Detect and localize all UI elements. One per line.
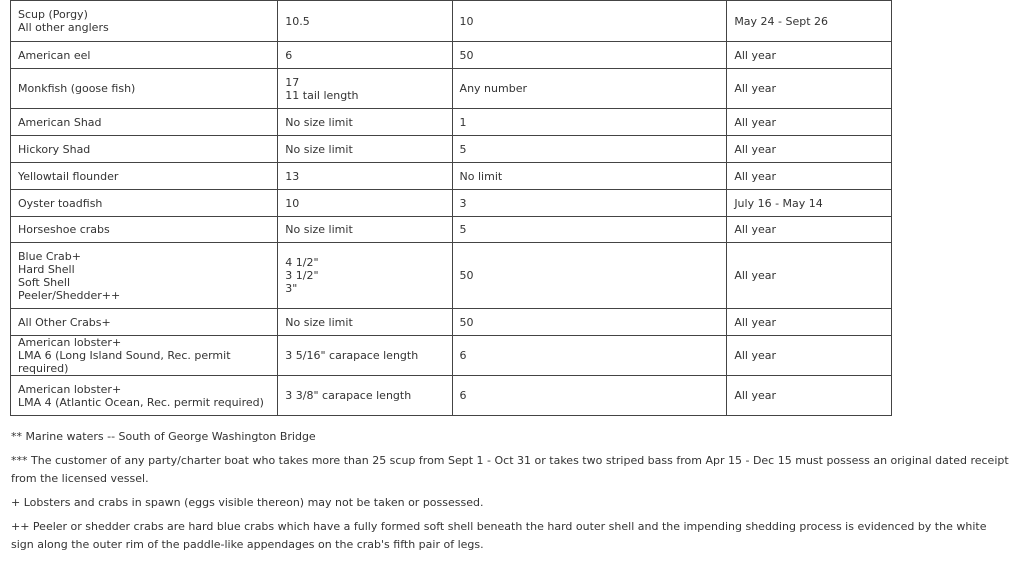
open-season-cell: May 24 - Sept 26 — [727, 1, 892, 42]
footnote-peeler-shedder: ++ Peeler or shedder crabs are hard blue crabs which have a fully formed soft shell beneath the hard outer shell and the impending shedding process is evidenced by the white sign along the outer rim of the paddle-like appendages on the crab's fifth pair of legs. — [11, 520, 987, 551]
possession-limit-cell: 5 — [452, 217, 727, 243]
open-season-cell: All year — [727, 336, 892, 376]
species-cell: American lobster+ LMA 4 (Atlantic Ocean, Rec. permit required) — [11, 376, 278, 416]
species-cell: American lobster+ LMA 6 (Long Island Sound, Rec. permit required) — [11, 336, 278, 376]
table-row — [11, 336, 892, 376]
species-cell: American eel — [11, 42, 278, 69]
table-row — [11, 217, 892, 243]
possession-limit-cell: 50 — [452, 243, 727, 309]
table-row — [11, 136, 892, 163]
table-row — [11, 42, 892, 69]
table-row — [11, 309, 892, 336]
regulations-table-body — [11, 1, 892, 416]
possession-limit-cell: 3 — [452, 190, 727, 217]
possession-limit-cell: Any number — [452, 69, 727, 109]
open-season-cell: All year — [727, 217, 892, 243]
min-size-cell: No size limit — [278, 309, 452, 336]
min-size-cell: 10.5 — [278, 1, 452, 42]
footnotes — [11, 428, 1011, 560]
possession-limit-cell: 50 — [452, 309, 727, 336]
table-row — [11, 163, 892, 190]
min-size-cell: No size limit — [278, 109, 452, 136]
possession-limit-cell: No limit — [452, 163, 727, 190]
open-season-cell: All year — [727, 136, 892, 163]
possession-limit-cell: 6 — [452, 376, 727, 416]
species-cell: Blue Crab+ Hard Shell Soft Shell Peeler/Shedder++ — [11, 243, 278, 309]
min-size-cell: 3 5/16" carapace length — [278, 336, 452, 376]
footnote-spawn: + Lobsters and crabs in spawn (eggs visible thereon) may not be taken or possessed. — [11, 496, 484, 509]
species-cell: Oyster toadfish — [11, 190, 278, 217]
open-season-cell: All year — [727, 243, 892, 309]
table-row — [11, 376, 892, 416]
species-cell: Horseshoe crabs — [11, 217, 278, 243]
possession-limit-cell: 1 — [452, 109, 727, 136]
min-size-cell: 3 3/8" carapace length — [278, 376, 452, 416]
regulations-table — [10, 0, 892, 416]
possession-limit-cell: 6 — [452, 336, 727, 376]
open-season-cell: All year — [727, 309, 892, 336]
open-season-cell: All year — [727, 376, 892, 416]
footnote-marine-waters: ** Marine waters -- South of George Washington Bridge — [11, 430, 316, 443]
possession-limit-cell: 10 — [452, 1, 727, 42]
min-size-cell: 10 — [278, 190, 452, 217]
possession-limit-cell: 50 — [452, 42, 727, 69]
species-cell: American Shad — [11, 109, 278, 136]
species-cell: Scup (Porgy) All other anglers — [11, 1, 278, 42]
open-season-cell: All year — [727, 163, 892, 190]
table-row — [11, 109, 892, 136]
min-size-cell: 4 1/2" 3 1/2" 3" — [278, 243, 452, 309]
min-size-cell: 6 — [278, 42, 452, 69]
species-cell: Monkfish (goose fish) — [11, 69, 278, 109]
min-size-cell: No size limit — [278, 136, 452, 163]
min-size-cell: 13 — [278, 163, 452, 190]
footnote-party-charter-receipt: *** The customer of any party/charter boat who takes more than 25 scup from Sept 1 - Oct 31 or takes two striped bass from Apr 15 - Dec 15 must possess an original dated receipt from the licensed vessel. — [11, 454, 1009, 485]
possession-limit-cell: 5 — [452, 136, 727, 163]
table-row — [11, 243, 892, 309]
open-season-cell: All year — [727, 109, 892, 136]
min-size-cell: 17 11 tail length — [278, 69, 452, 109]
species-cell: Yellowtail flounder — [11, 163, 278, 190]
table-row — [11, 69, 892, 109]
min-size-cell: No size limit — [278, 217, 452, 243]
species-cell: Hickory Shad — [11, 136, 278, 163]
table-row — [11, 190, 892, 217]
species-cell: All Other Crabs+ — [11, 309, 278, 336]
open-season-cell: All year — [727, 42, 892, 69]
open-season-cell: July 16 - May 14 — [727, 190, 892, 217]
table-row — [11, 1, 892, 42]
open-season-cell: All year — [727, 69, 892, 109]
